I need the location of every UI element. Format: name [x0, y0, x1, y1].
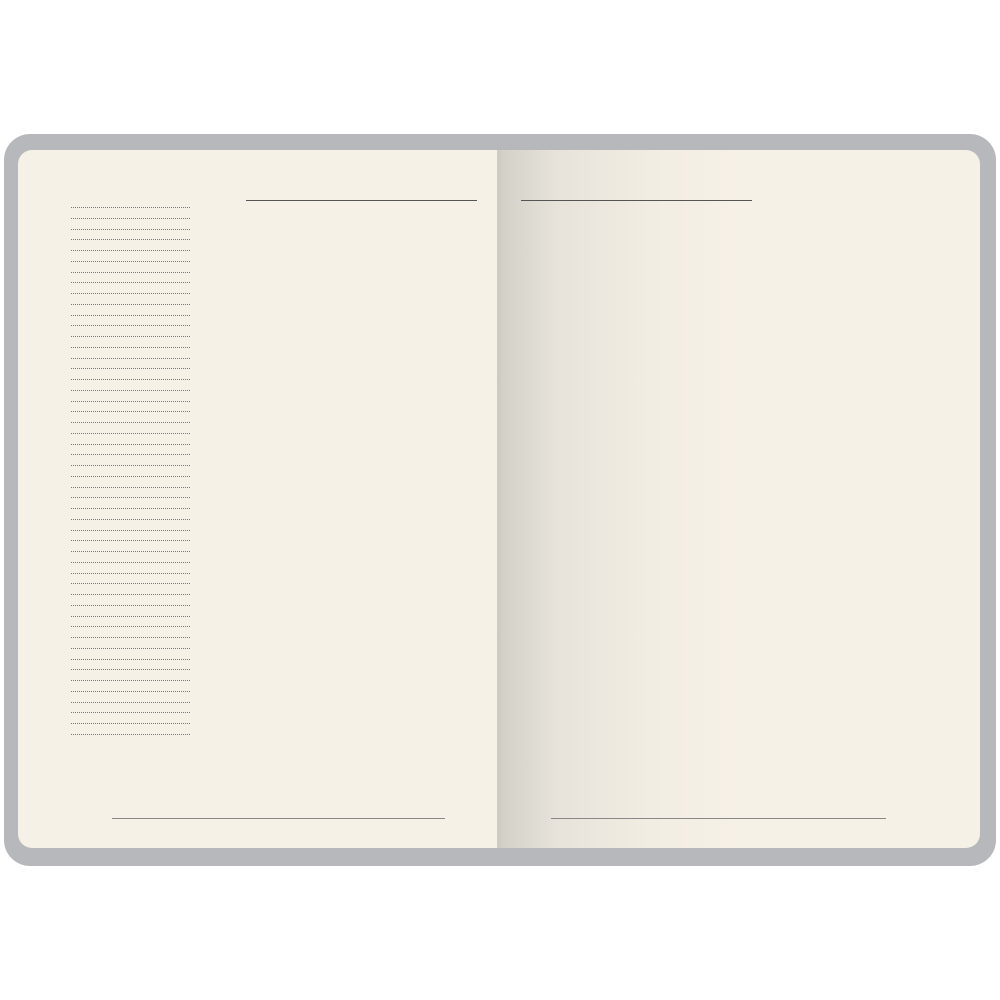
dot-leader — [71, 304, 190, 305]
city-entry — [70, 379, 191, 390]
city-entry — [70, 368, 191, 379]
column-1 — [70, 207, 191, 745]
city-entry — [70, 594, 191, 605]
footer-rule — [112, 818, 445, 819]
country-entry — [70, 422, 191, 433]
dot-leader — [71, 411, 190, 412]
city-entry — [70, 454, 191, 465]
city-entry — [70, 551, 191, 562]
city-entry — [70, 712, 191, 723]
dot-leader — [71, 347, 190, 348]
city-entry — [70, 702, 191, 713]
city-entry — [70, 272, 191, 283]
dot-leader — [71, 315, 190, 316]
country-entry — [70, 207, 191, 218]
dot-leader — [71, 659, 190, 660]
dot-leader — [71, 293, 190, 294]
country-entry — [70, 680, 191, 691]
dot-leader — [71, 229, 190, 230]
city-entry — [70, 239, 191, 250]
city-entry — [70, 336, 191, 347]
dot-leader — [71, 433, 190, 434]
dot-leader — [71, 583, 190, 584]
footer-rule — [551, 818, 886, 819]
city-entry — [70, 530, 191, 541]
dot-leader — [71, 239, 190, 240]
dot-leader — [71, 519, 190, 520]
dot-leader — [71, 379, 190, 380]
dot-leader — [71, 616, 190, 617]
dot-leader — [71, 390, 190, 391]
country-entry — [70, 734, 191, 745]
title-rule — [521, 200, 752, 201]
dot-leader — [71, 218, 190, 219]
city-entry — [70, 605, 191, 616]
dot-leader — [71, 626, 190, 627]
city-entry — [70, 626, 191, 637]
city-entry — [70, 508, 191, 519]
dot-leader — [71, 497, 190, 498]
dot-leader — [71, 530, 190, 531]
dot-leader — [71, 368, 190, 369]
city-entry — [70, 315, 191, 326]
dot-leader — [71, 712, 190, 713]
dot-leader — [71, 422, 190, 423]
dot-leader — [71, 325, 190, 326]
city-entry — [70, 659, 191, 670]
city-entry — [70, 497, 191, 508]
city-entry — [70, 648, 191, 659]
dot-leader — [71, 336, 190, 337]
dot-leader — [71, 540, 190, 541]
city-entry — [70, 433, 191, 444]
city-entry — [70, 573, 191, 584]
city-entry — [70, 637, 191, 648]
city-entry — [70, 229, 191, 240]
city-entry — [70, 691, 191, 702]
dot-leader — [71, 261, 190, 262]
title-rule — [246, 200, 477, 201]
city-entry — [70, 401, 191, 412]
dot-leader — [71, 551, 190, 552]
dot-leader — [71, 508, 190, 509]
city-entry — [70, 218, 191, 229]
city-entry — [70, 723, 191, 734]
dot-leader — [71, 594, 190, 595]
right-page — [501, 150, 980, 848]
city-entry — [70, 583, 191, 594]
dot-leader — [71, 691, 190, 692]
country-entry — [70, 347, 191, 358]
dot-leader — [71, 669, 190, 670]
dot-leader — [71, 562, 190, 563]
dot-leader — [71, 734, 190, 735]
country-entry — [70, 325, 191, 336]
dot-leader — [71, 250, 190, 251]
dot-leader — [71, 454, 190, 455]
dot-leader — [71, 637, 190, 638]
dot-leader — [71, 465, 190, 466]
city-entry — [70, 487, 191, 498]
city-entry — [70, 411, 191, 422]
city-entry — [70, 444, 191, 455]
country-entry — [70, 540, 191, 551]
city-entry — [70, 465, 191, 476]
dot-leader — [71, 272, 190, 273]
dot-leader — [71, 723, 190, 724]
dot-leader — [71, 476, 190, 477]
left-page — [18, 150, 497, 848]
city-entry — [70, 282, 191, 293]
city-entry — [70, 562, 191, 573]
dot-leader — [71, 487, 190, 488]
country-entry — [70, 261, 191, 272]
dot-leader — [71, 358, 190, 359]
city-entry — [70, 358, 191, 369]
city-entry — [70, 390, 191, 401]
dot-leader — [71, 680, 190, 681]
dot-leader — [71, 605, 190, 606]
dot-leader — [71, 444, 190, 445]
city-entry — [70, 293, 191, 304]
country-entry — [70, 476, 191, 487]
dot-leader — [71, 702, 190, 703]
city-entry — [70, 669, 191, 680]
city-entry — [70, 304, 191, 315]
city-entry — [70, 519, 191, 530]
dot-leader — [71, 282, 190, 283]
dot-leader — [71, 401, 190, 402]
city-entry — [70, 616, 191, 627]
city-entry — [70, 250, 191, 261]
dot-leader — [71, 573, 190, 574]
dot-leader — [71, 207, 190, 208]
dot-leader — [71, 648, 190, 649]
